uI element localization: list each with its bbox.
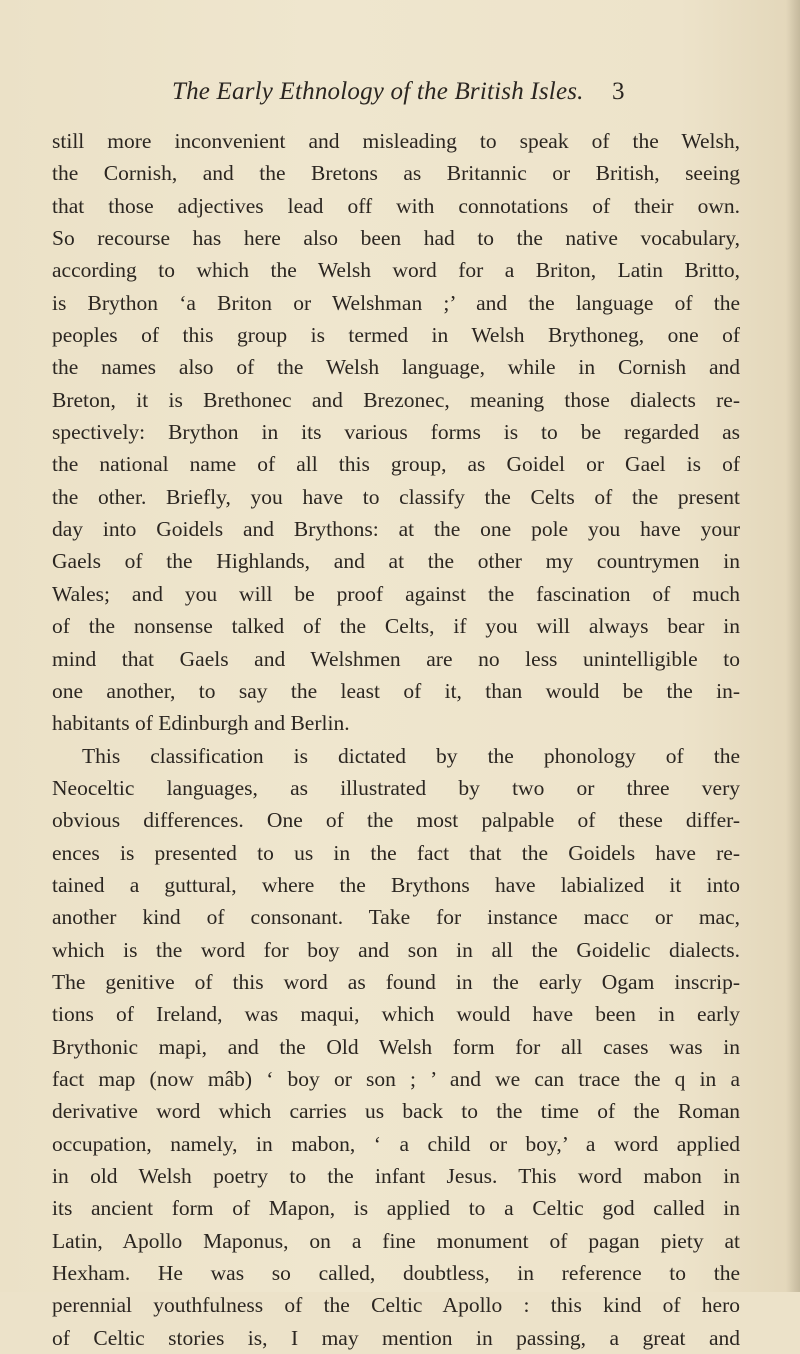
paragraph-start-line: This classification is dictated by the phonology of the [82,743,740,768]
text-line: Breton, it is Brethonec and Brezonec, meaning those dialects re- [52,387,740,412]
text-line: perennial youthfulness of the Celtic Apollo : this kind of hero [52,1293,740,1318]
text-line: in old Welsh poetry to the infant Jesus. This word mabon in [52,1164,740,1188]
text-line: ences is presented to us in the fact that the Goidels have re- [52,840,740,865]
text-line: So recourse has here also been had to the native vocabulary, [52,226,740,251]
text-line: that those adjectives lead off with connotations of their own. [52,193,740,218]
text-line: Latin, Apollo Maponus, on a fine monument of pagan piety at [52,1228,740,1253]
text-line: peoples of this group is termed in Welsh Brythoneg, one of [52,323,740,348]
text-line: Gaels of the Highlands, and at the other my countrymen in [52,549,740,574]
text-line: fact map (now mâb) ‘ boy or son ; ’ and we can trace the q in a [52,1066,740,1091]
text-line: its ancient form of Mapon, is applied to a Celtic god called in [52,1196,740,1221]
text-line: Neoceltic languages, as illustrated by two or three very [52,775,740,800]
text-line: occupation, namely, in mabon, ‘ a child or boy,’ a word applied [52,1131,740,1156]
text-line: of Celtic stories is, I may mention in passing, a great and [52,1325,740,1350]
text-line: the other. Briefly, you have to classify the Celts of the present [52,484,740,509]
text-line: the national name of all this group, as Goidel or Gael is of [52,452,740,477]
text-line: Hexham. He was so called, doubtless, in reference to the [52,1261,740,1286]
text-line: which is the word for boy and son in all the Goidelic dialects. [52,937,740,962]
text-line: the names also of the Welsh language, while in Cornish and [52,355,740,380]
paragraph-end-line: habitants of Edinburgh and Berlin. [52,711,350,736]
text-line: still more inconvenient and misleading to speak of the Welsh, [52,129,740,153]
text-line: derivative word which carries us back to the time of the Roman [52,1099,740,1124]
text-line: tained a guttural, where the Brythons have labialized it into [52,872,740,897]
body-text [52,125,740,1354]
page-number: 3 [612,78,625,105]
text-line: Brythonic mapi, and the Old Welsh form for all cases was in [52,1034,740,1059]
running-head [0,78,800,118]
text-line: Wales; and you will be proof against the fascination of much [52,581,740,606]
text-line: day into Goidels and Brythons: at the one pole you have your [52,517,740,542]
page-edge-shadow [786,0,800,1292]
text-line: the Cornish, and the Bretons as Britannic or British, seeing [52,161,740,186]
text-line: one another, to say the least of it, than would be the in- [52,678,740,703]
text-line: obvious differences. One of the most palpable of these differ- [52,808,740,833]
text-line: tions of Ireland, was maqui, which would have been in early [52,1002,740,1027]
text-line: is Brython ‘a Briton or Welshman ;’ and the language of the [52,290,740,315]
text-line: of the nonsense talked of the Celts, if you will always bear in [52,614,740,639]
text-line: another kind of consonant. Take for instance macc or mac, [52,905,740,930]
text-line: spectively: Brython in its various forms is to be regarded as [52,420,740,445]
text-line: mind that Gaels and Welshmen are no less unintelligible to [52,646,740,671]
text-line: according to which the Welsh word for a Briton, Latin Britto, [52,258,740,283]
text-line: The genitive of this word as found in the early Ogam inscrip- [52,969,740,994]
running-title: The Early Ethnology of the British Isles. [172,78,584,105]
